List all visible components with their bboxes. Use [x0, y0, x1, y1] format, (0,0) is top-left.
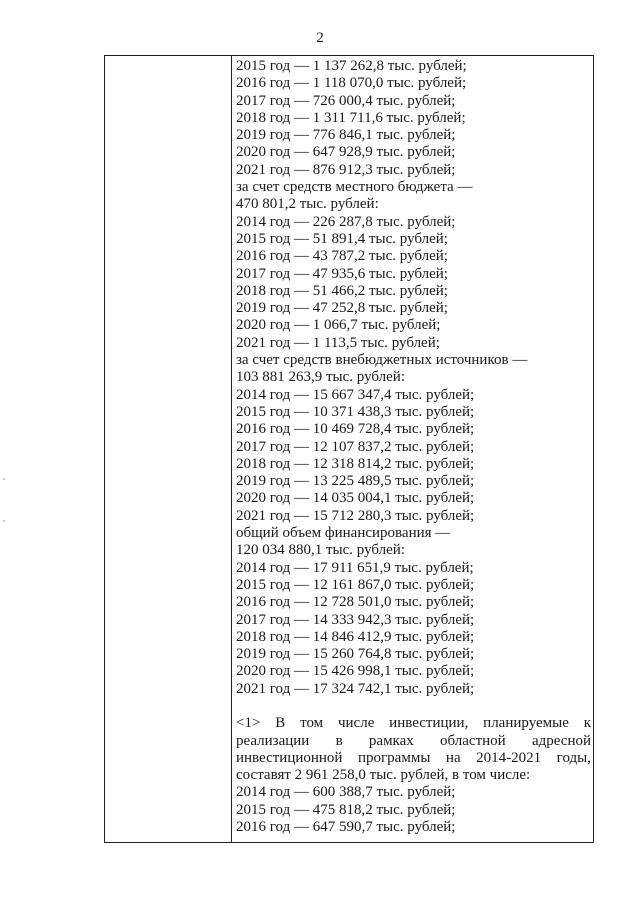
financing-line: 120 034 880,1 тыс. рублей: — [236, 542, 405, 559]
financing-line: 2019 год — 776 846,1 тыс. рублей; — [236, 127, 456, 144]
financing-line: общий объем финансирования — — [236, 525, 451, 542]
financing-line: 2015 год — 1 137 262,8 тыс. рублей; — [236, 58, 467, 74]
financing-line: 2020 год — 15 426 998,1 тыс. рублей; — [236, 663, 475, 680]
footnote-line: реализации в рамках областной адресной — [236, 732, 591, 749]
financing-line: 2016 год — 12 728 501,0 тыс. рублей; — [236, 594, 475, 611]
footnote-line: составят 2 961 258,0 тыс. рублей, в том числе: — [236, 767, 531, 784]
financing-line: 2019 год — 15 260 764,8 тыс. рублей; — [236, 646, 475, 663]
financing-line: 2020 год — 647 928,9 тыс. рублей; — [236, 144, 456, 161]
financing-line: 2018 год — 14 846 412,9 тыс. рублей; — [236, 628, 475, 645]
financing-line: 2015 год — 10 371 438,3 тыс. рублей; — [236, 403, 475, 420]
financing-line: 2021 год — 876 912,3 тыс. рублей; — [236, 161, 456, 178]
footnote-line: инвестиционной программы на 2014-2021 годы, — [236, 749, 591, 766]
financing-line: 2017 год — 12 107 837,2 тыс. рублей; — [236, 438, 475, 455]
investment-line: 2016 год — 647 590,7 тыс. рублей; — [236, 819, 456, 836]
financing-line: 2020 год — 14 035 004,1 тыс. рублей; — [236, 490, 475, 507]
investment-lines — [236, 784, 591, 836]
scan-speck — [3, 520, 5, 522]
financing-line: 2014 год — 226 287,8 тыс. рублей; — [236, 213, 456, 230]
financing-line: 2021 год — 15 712 280,3 тыс. рублей; — [236, 507, 475, 524]
financing-line: за счет средств местного бюджета — — [236, 179, 473, 196]
financing-line: 470 801,2 тыс. рублей: — [236, 196, 379, 213]
financing-line: 2015 год — 51 891,4 тыс. рублей; — [236, 230, 448, 247]
financing-lines — [236, 58, 591, 698]
footnote-line: <1> В том числе инвестиции, планируемые к — [236, 715, 591, 732]
investment-line: 2015 год — 475 818,2 тыс. рублей; — [236, 801, 456, 818]
financing-line: 2021 год — 17 324 742,1 тыс. рублей; — [236, 680, 475, 697]
financing-line: 2018 год — 1 311 711,6 тыс. рублей; — [236, 109, 466, 126]
footnote — [236, 715, 591, 784]
financing-line: 2016 год — 43 787,2 тыс. рублей; — [236, 248, 448, 265]
financing-line: 2017 год — 47 935,6 тыс. рублей; — [236, 265, 448, 282]
financing-line: 2021 год — 1 113,5 тыс. рублей; — [236, 334, 440, 351]
investment-line: 2014 год — 600 388,7 тыс. рублей; — [236, 784, 456, 801]
financing-line: 2019 год — 13 225 489,5 тыс. рублей; — [236, 473, 475, 490]
scan-speck — [3, 478, 5, 480]
financing-line: 2014 год — 15 667 347,4 тыс. рублей; — [236, 386, 475, 403]
financing-line: 2019 год — 47 252,8 тыс. рублей; — [236, 300, 448, 317]
financing-line: 2017 год — 14 333 942,3 тыс. рублей; — [236, 611, 475, 628]
financing-line: за счет средств внебюджетных источников — — [236, 352, 528, 369]
financing-line: 103 881 263,9 тыс. рублей: — [236, 369, 405, 386]
financing-line: 2018 год — 12 318 814,2 тыс. рублей; — [236, 455, 475, 472]
financing-cell — [236, 58, 591, 836]
financing-line: 2018 год — 51 466,2 тыс. рублей; — [236, 282, 448, 299]
financing-line: 2016 год — 1 118 070,0 тыс. рублей; — [236, 75, 467, 92]
financing-line: 2016 год — 10 469 728,4 тыс. рублей; — [236, 421, 475, 438]
financing-line: 2020 год — 1 066,7 тыс. рублей; — [236, 317, 441, 334]
financing-line: 2014 год — 17 911 651,9 тыс. рублей; — [236, 559, 474, 576]
column-divider — [231, 56, 232, 842]
program-table — [104, 55, 594, 843]
financing-line: 2015 год — 12 161 867,0 тыс. рублей; — [236, 576, 475, 593]
blank-line — [236, 698, 591, 715]
page-number: 2 — [316, 30, 324, 46]
financing-line: 2017 год — 726 000,4 тыс. рублей; — [236, 92, 456, 109]
